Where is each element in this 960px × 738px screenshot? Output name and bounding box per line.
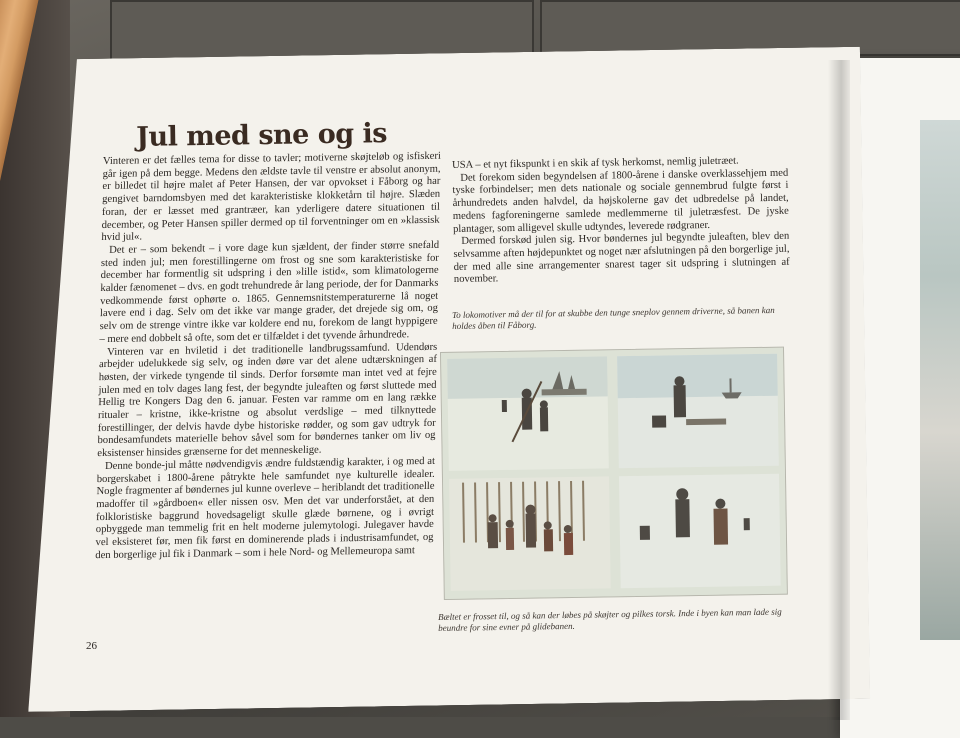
- right-page-painting: [920, 120, 960, 640]
- paragraph: Denne bonde-jul måtte nødvendigvis ændre fuldstændig karakter, i og med at borgerskabet i 1800-årene påtrykte hele samfundet nye kulturelle idealer. Nogle fragmenter af bøndernes jul kunne overleve – heriblandt det traditionelle madoffer til »gårdboen« eller nissen osv. Men det var underforstået, at den folkloristiske baggrund hovedsageligt skulle glæde børnene, og i øvrigt opbyggede man temmelig frit en helt moderne julemytologi. Julegaver havde vel eksisteret før, men fik først en dominerende plads i industrisamfundet, og den borgerlige jul fik i Danmark – som i hele Nord- og Mellemeuropa samt: [95, 455, 436, 561]
- floor-tile: [540, 0, 960, 56]
- left-text-column: [94, 151, 441, 627]
- paragraph: Det er – som bekendt – i vore dage kun sjældent, der finder større snefald sted inden jul; men forestillingerne om frost og sne som karakteristiske for december har formentlig sit udspring i den »lille istid«, som klimatologerne kalder fænomenet – dvs. en godt trehundrede år lang periode, der for Danmarks vedkommende først ophørte o. 1865. Gennemsnitstemperaturerne lå noget lavere end i dag. Selv om det ikke var mange grader, det drejede sig om, og selv om de strenge vintre ikke var koldere end nu, forekom de langt hyppigere – mere end dobbelt så ofte, som det er tilfældet i det tyvende århundrede.: [99, 239, 440, 345]
- paragraph: USA – et nyt fikspunkt i en skik af tysk herkomst, nemlig juletræet.: [452, 155, 739, 171]
- paragraph: Vinteren er det fælles tema for disse to tavler; motiverne skøjteløb og isfiskeri går igen på dem begge. Medens den ældste tavle til venstre er absolut anonym, er billedet til højre malet af Peter Hansen, der var opvokset i Fåborg og har gengivet barndomsbyen med det karakteristiske klokketårn til højre. Slæden foran, der er læsset med grantræer, kan yderligere datere situationen til december, og Peter Hansen spiller dermed op til forventninger om en »klassisk hvid jul«.: [101, 150, 441, 244]
- winter-scenes-svg: [441, 348, 787, 599]
- illustration-caption-top: To lokomotiver må der til for at skubbe den tunge sneplov gennem driverne, så banen kan holdes åben til Fåborg.: [452, 304, 775, 331]
- winter-illustration: [440, 347, 788, 600]
- page-number: 26: [86, 640, 97, 652]
- illustration-caption-bottom: Bæltet er frosset til, og så kan der løbes på skøjter og pilkes torsk. Inde i byen kan man lade sig beundre for sine evner på glidebanen.: [438, 606, 782, 633]
- paragraph: Vinteren var en hviletid i det traditionelle landbrugssamfund. Udendørs arbejder udelukkede sig selv, og inden døre var det alene udtærskningen af høsten, der virkede tyngende til sinds. Derfor forsømte man intet ved at fejre julen med en tolv dages lang fest, der begyndte juleaften og først sluttede med Hellig tre Kongers Dag den 6. januar. Festen var ramme om en lang række ritualer – kristne, ikke-kristne og absolut verdslige – med tilknyttede forestillinger, der delvis havde dybe historiske rødder, og som gav udtryk for bondesamfundets materielle behov såvel som for bøndernes tanker om liv og eksistenser hinsides grænserne for det menneskelige.: [97, 341, 438, 460]
- paragraph: Dermed forskød julen sig. Hvor bøndernes jul begyndte juleaften, blev den selvsamme aften højdepunktet og noget nær afslutningen på den borgerlige jul, der med alle sine arrangementer snarest tager sit udspring i slutningen af november.: [453, 230, 790, 286]
- paragraph: Det forekom siden begyndelsen af 1800-årene i danske overklassehjem med tyske forbindelser; men dets nationale og sociale gennembrud fulgte først i århundredets anden halvdel, da højskolerne gav det udbredelse på landet, medens fagforeningerne samlede medlemmerne til juletræsfest. De jyske plantager, som alligevel skulle udtyndes, leverede rødgraner.: [452, 167, 789, 235]
- right-text-column: [452, 155, 790, 310]
- book-gutter: [828, 60, 850, 720]
- article-title: Jul med sne og is: [136, 118, 388, 153]
